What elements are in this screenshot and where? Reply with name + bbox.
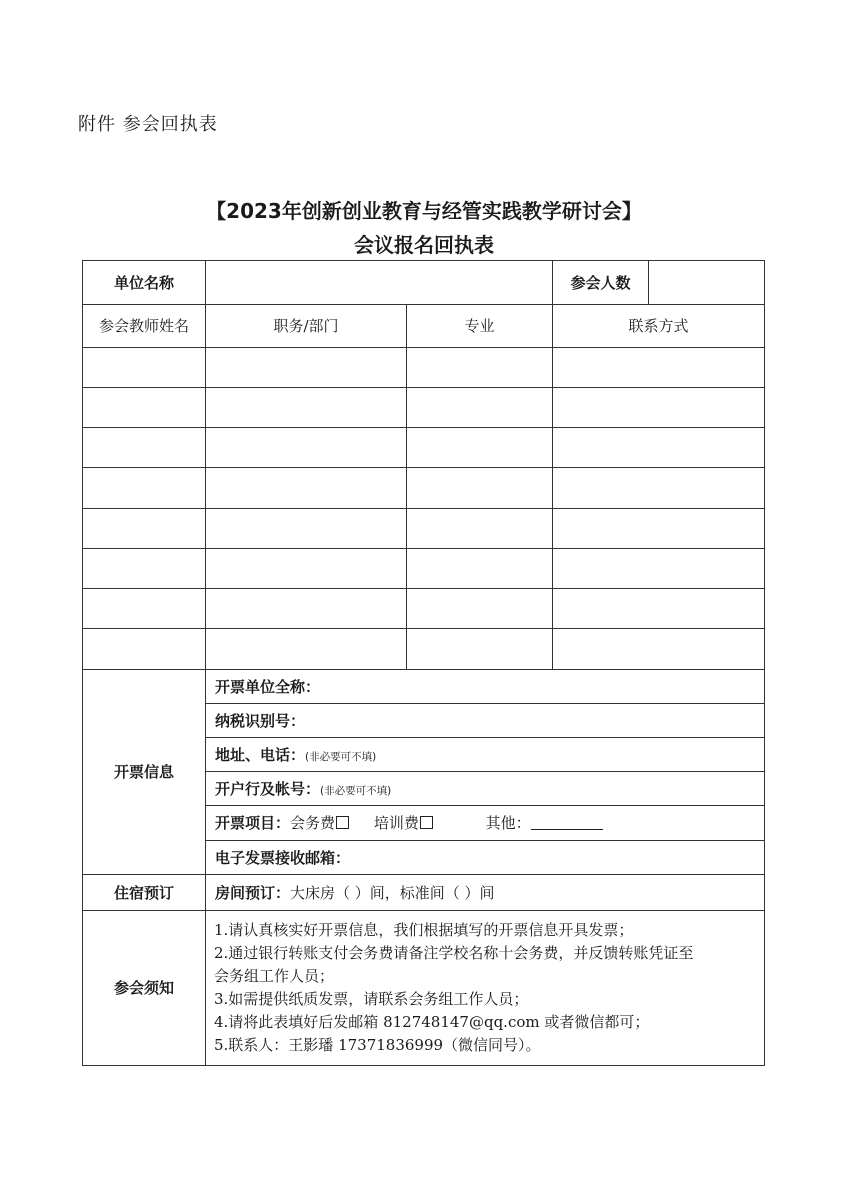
unit-name-field[interactable]: [206, 261, 553, 305]
invoice-section-label: 开票信息: [83, 669, 206, 874]
contact-cell[interactable]: [553, 629, 765, 669]
tax-id-label: 纳税识别号：: [215, 711, 306, 730]
notice-line: 5.联系人：王影璠 17371836999（微信同号）。: [214, 1035, 541, 1054]
major-cell[interactable]: [407, 589, 553, 629]
name-cell[interactable]: [83, 629, 206, 669]
meeting-fee-checkbox[interactable]: [336, 816, 349, 829]
major-cell[interactable]: [407, 629, 553, 669]
unit-row: [83, 261, 765, 305]
form-subtitle: 会议报名回执表: [354, 233, 494, 257]
major-cell[interactable]: [407, 387, 553, 427]
lodging-section-label: 住宿预订: [83, 874, 206, 910]
form-title: 【2023年创新创业教育与经管实践教学研讨会】: [206, 199, 642, 223]
contact-cell[interactable]: [553, 589, 765, 629]
training-fee-checkbox[interactable]: [420, 816, 433, 829]
attendee-row: [83, 508, 765, 548]
position-cell[interactable]: [206, 347, 407, 387]
option-training-fee: 培训费: [373, 814, 419, 833]
major-cell[interactable]: [407, 548, 553, 588]
notice-row: [83, 910, 765, 1065]
header-position: 职务/部门: [206, 305, 407, 347]
address-phone-field[interactable]: [206, 737, 765, 771]
attendee-count-label: 参会人数: [553, 261, 649, 305]
option-meeting-fee: 会务费: [290, 814, 336, 833]
room-booking-text: 大床房（ ）间，标准间（ ）间: [290, 883, 495, 902]
name-cell[interactable]: [83, 468, 206, 508]
attendee-row: [83, 387, 765, 427]
tax-id-field[interactable]: [206, 703, 765, 737]
major-cell[interactable]: [407, 428, 553, 468]
notice-line: 3.如需提供纸质发票，请联系会务组工作人员；: [214, 989, 529, 1008]
bank-account-label: 开户行及帐号：: [215, 780, 321, 799]
notice-line: 2.通过银行转账支付会务费请备注学校名称十会务费，并反馈转账凭证至: [214, 943, 694, 962]
other-blank-line[interactable]: [531, 815, 603, 830]
header-major: 专业: [407, 305, 553, 347]
notice-line: 会务组工作人员；: [214, 966, 335, 985]
registration-table: [82, 260, 765, 1066]
header-row: [83, 305, 765, 347]
contact-cell[interactable]: [553, 387, 765, 427]
major-cell[interactable]: [407, 508, 553, 548]
name-cell[interactable]: [83, 428, 206, 468]
contact-cell[interactable]: [553, 347, 765, 387]
attendee-row: [83, 548, 765, 588]
position-cell[interactable]: [206, 508, 407, 548]
attendee-row: [83, 428, 765, 468]
position-cell[interactable]: [206, 387, 407, 427]
major-cell[interactable]: [407, 347, 553, 387]
position-cell[interactable]: [206, 428, 407, 468]
invoice-company-field[interactable]: [206, 669, 765, 703]
contact-cell[interactable]: [553, 428, 765, 468]
notice-line: 1.请认真核实好开票信息，我们根据填写的开票信息开具发票；: [214, 920, 634, 939]
attendee-row: [83, 589, 765, 629]
name-cell[interactable]: [83, 589, 206, 629]
position-cell[interactable]: [206, 468, 407, 508]
invoice-email-field[interactable]: [206, 840, 765, 874]
notice-line: 4.请将此表填好后发邮箱 812748147@qq.com 或者微信都可；: [214, 1012, 650, 1031]
invoice-item-field: [206, 806, 765, 840]
lodging-row: [83, 874, 765, 910]
position-cell[interactable]: [206, 548, 407, 588]
contact-cell[interactable]: [553, 548, 765, 588]
position-cell[interactable]: [206, 629, 407, 669]
attendee-row: [83, 468, 765, 508]
name-cell[interactable]: [83, 347, 206, 387]
room-booking-field[interactable]: [206, 874, 765, 910]
header-contact: 联系方式: [553, 305, 765, 347]
room-booking-label: 房间预订：: [215, 883, 291, 902]
contact-cell[interactable]: [553, 468, 765, 508]
unit-name-label: 单位名称: [83, 261, 206, 305]
invoice-item-label: 开票项目：: [215, 814, 291, 833]
attendee-row: [83, 347, 765, 387]
bank-optional-note: (非必要可不填): [320, 785, 392, 798]
notice-content: [206, 910, 765, 1065]
address-optional-note: (非必要可不填): [305, 751, 377, 764]
position-cell[interactable]: [206, 589, 407, 629]
major-cell[interactable]: [407, 468, 553, 508]
name-cell[interactable]: [83, 548, 206, 588]
name-cell[interactable]: [83, 387, 206, 427]
name-cell[interactable]: [83, 508, 206, 548]
attendee-count-field[interactable]: [649, 261, 765, 305]
notice-section-label: 参会须知: [83, 910, 206, 1065]
invoice-email-label: 电子发票接收邮箱：: [215, 848, 351, 867]
option-other: 其他：: [485, 814, 531, 833]
bank-account-field[interactable]: [206, 772, 765, 806]
attachment-label: 附件 参会回执表: [78, 114, 218, 135]
invoice-row: [83, 669, 765, 703]
attendee-row: [83, 629, 765, 669]
header-teacher-name: 参会教师姓名: [83, 305, 206, 347]
invoice-company-label: 开票单位全称：: [215, 677, 321, 696]
contact-cell[interactable]: [553, 508, 765, 548]
address-phone-label: 地址、电话：: [215, 746, 306, 765]
